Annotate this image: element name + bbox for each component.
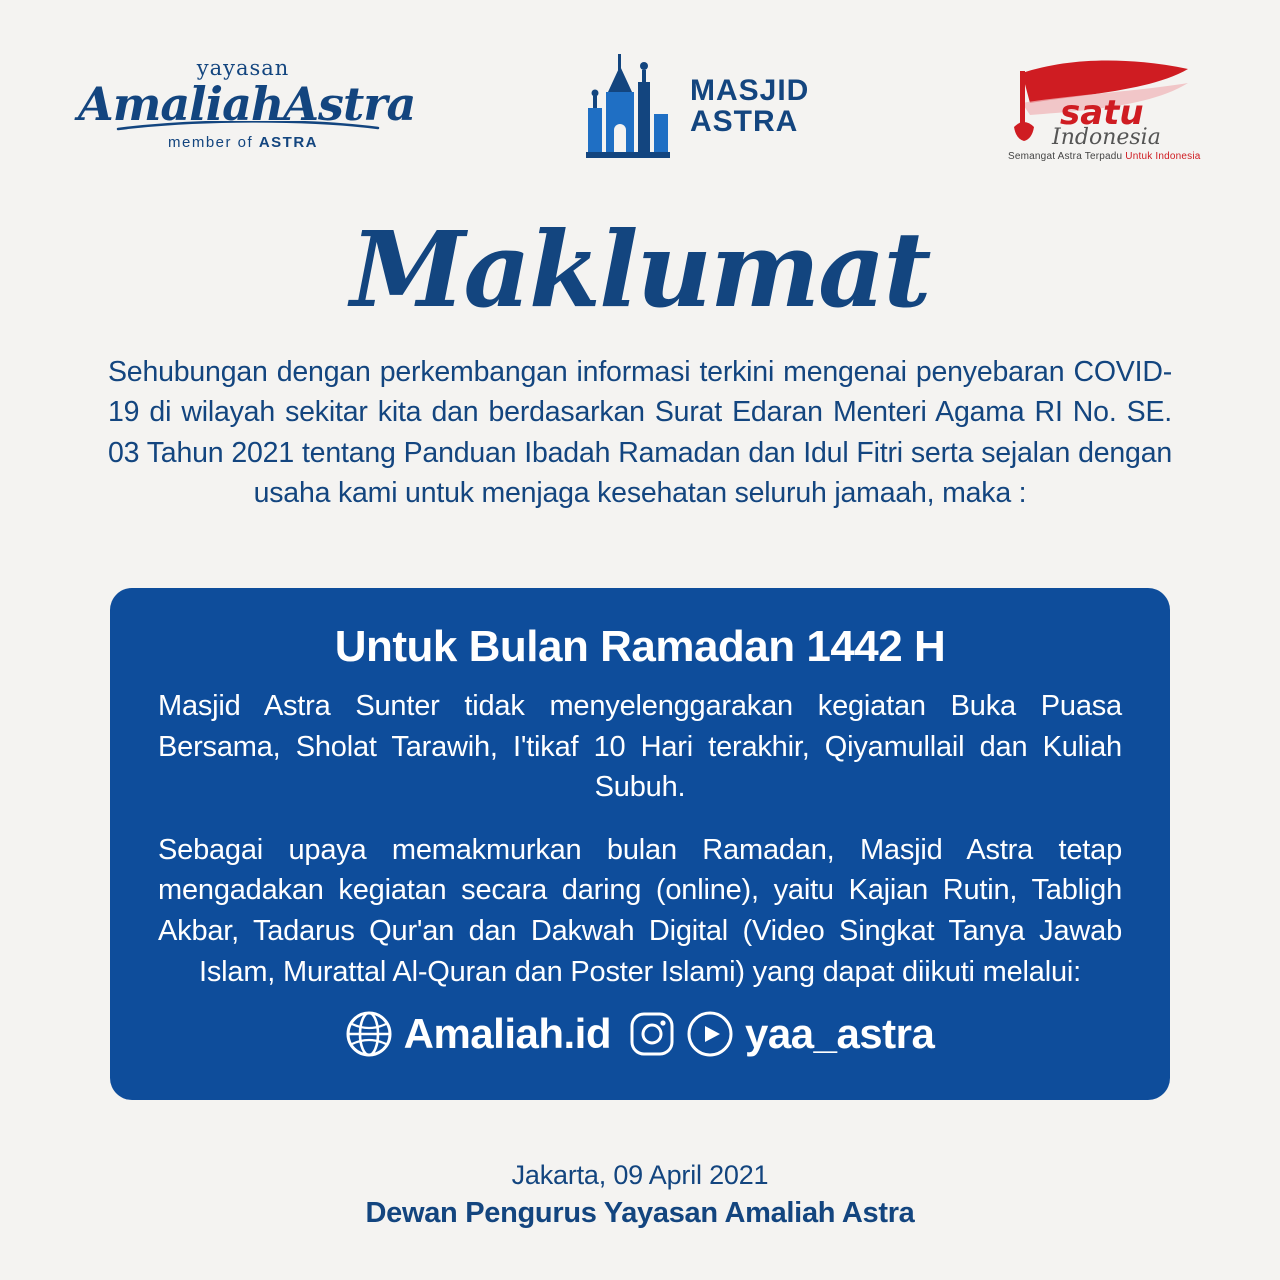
logo-satu-tagline-part1: Semangat Astra Terpadu — [1008, 151, 1126, 162]
card-paragraph-2: Sebagai upaya memakmurkan bulan Ramadan, Masjid Astra tetap mengadakan kegiatan secara daring (online), yaitu Kajian Rutin, Tabligh Akbar, Tadarus Qur'an dan Dakwah Digital (Video Singkat Tanya Jawab Islam, Murattal Al-Quran dan Poster Islami) yang dapat diikuti melalui: — [158, 833, 1122, 988]
instagram-icon — [629, 1011, 675, 1057]
logo-amaliah-astra — [78, 56, 416, 151]
logo-masjid-wordmark — [690, 75, 809, 138]
logo-satu-tagline-part2: Untuk Indonesia — [1125, 151, 1201, 162]
social-handle-text: yaa_astra — [745, 1010, 935, 1058]
website-group[interactable] — [346, 1010, 611, 1058]
youtube-icon — [687, 1011, 733, 1057]
social-group[interactable] — [629, 1010, 934, 1058]
logo-masjid-line1: MASJID — [690, 73, 810, 107]
logo-amaliah-wordmark: AmaliahAstra — [78, 77, 416, 131]
website-text: Amaliah.id — [403, 1010, 612, 1058]
logo-indonesia-word: Indonesia — [1052, 125, 1161, 150]
logo-satu-word: satu — [1060, 93, 1144, 133]
footer-organization: Dewan Pengurus Yayasan Amaliah Astra — [365, 1197, 915, 1229]
logo-masjid-astra — [580, 52, 809, 160]
card-paragraph-1: Masjid Astra Sunter tidak menyelenggarakan kegiatan Buka Puasa Bersama, Sholat Tarawih, I'tikaf 10 Hari terakhir, Qiyamullail dan Kuliah Subuh. — [158, 690, 1122, 804]
logo-amaliah-member-brand: ASTRA — [258, 134, 319, 151]
logo-swoosh-icon — [78, 121, 408, 131]
contact-handles — [158, 1010, 1122, 1058]
logo-satu-tagline — [1008, 151, 1201, 162]
globe-icon — [346, 1011, 392, 1057]
page-title: Maklumat — [350, 208, 930, 331]
logo-masjid-line2: ASTRA — [690, 105, 799, 138]
logo-amaliah-line1: yayasan — [196, 56, 290, 80]
logo-amaliah-member-prefix: member of — [167, 134, 259, 151]
mosque-icon — [580, 52, 676, 160]
logo-amaliah-member — [78, 135, 408, 150]
footer-city-date: Jakarta, 09 April 2021 — [511, 1160, 769, 1190]
header — [0, 0, 1280, 190]
intro-paragraph: Sehubungan dengan perkembangan informasi terkini mengenai penyebaran COVID-19 di wilayah sekitar kita dan berdasarkan Surat Edaran Menteri Agama RI No. SE. 03 Tahun 2021 tentang Panduan Ibadah Ramadan dan Idul Fitri serta sejalan dengan usaha kami untuk menjaga kesehatan seluruh jamaah, maka : — [108, 356, 1172, 510]
logo-satu-indonesia — [1000, 55, 1200, 170]
card-heading: Untuk Bulan Ramadan 1442 H — [334, 622, 946, 671]
footer — [0, 1160, 1280, 1230]
announcement-card — [110, 588, 1170, 1100]
